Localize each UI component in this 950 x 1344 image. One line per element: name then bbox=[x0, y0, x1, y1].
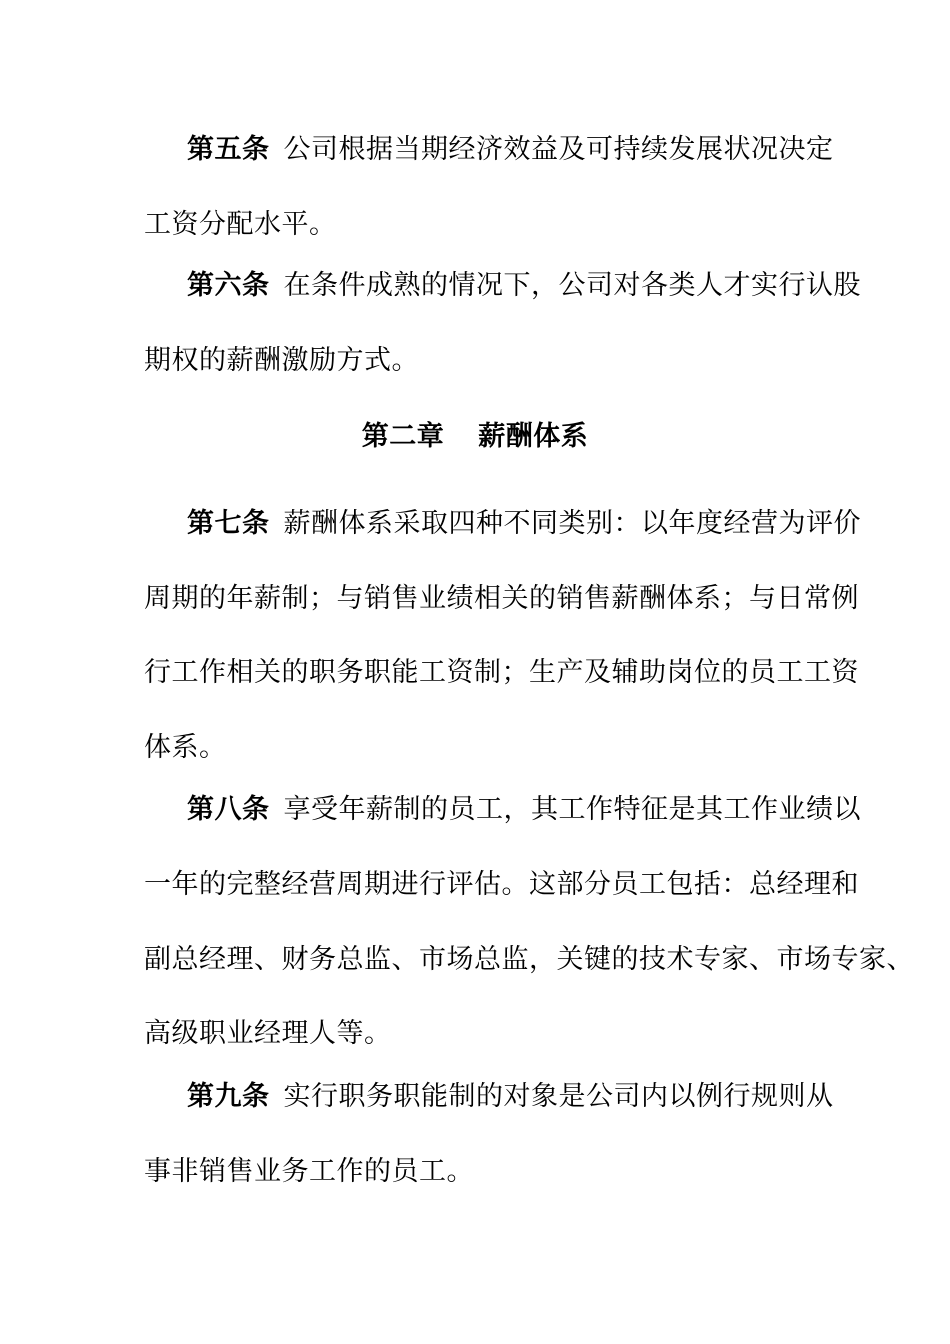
article-9-number: 第九条 bbox=[187, 1081, 270, 1112]
article-6-text-line-1: 在条件成熟的情况下，公司对各类人才实行认股 bbox=[283, 270, 861, 301]
article-8-text-line-2: 一年的完整经营周期进行评估。这部分员工包括：总经理和 bbox=[144, 869, 859, 900]
article-9-first-line bbox=[187, 1079, 857, 1115]
article-5-number: 第五条 bbox=[187, 134, 270, 165]
article-7-number: 第七条 bbox=[187, 508, 270, 539]
article-8-text-line-4: 高级职业经理人等。 bbox=[144, 1018, 392, 1049]
article-7-text-line-4: 体系。 bbox=[144, 732, 227, 763]
article-5-text-line-1: 公司根据当期经济效益及可持续发展状况决定 bbox=[283, 134, 834, 165]
chapter-heading bbox=[0, 419, 950, 455]
chapter-number: 第二章 bbox=[361, 421, 445, 452]
article-5-first-line bbox=[187, 132, 857, 168]
article-9-text-line-1: 实行职务职能制的对象是公司内以例行规则从 bbox=[283, 1081, 834, 1112]
article-6-text-line-2: 期权的薪酬激励方式。 bbox=[144, 345, 419, 376]
article-8-text-line-3: 副总经理、财务总监、市场总监，关键的技术专家、市场专家、 bbox=[144, 944, 914, 975]
article-7-text-line-1: 薪酬体系采取四种不同类别：以年度经营为评价 bbox=[283, 508, 861, 539]
article-7-text-line-3: 行工作相关的职务职能工资制；生产及辅助岗位的员工工资 bbox=[144, 657, 859, 688]
article-6-number: 第六条 bbox=[187, 270, 270, 301]
article-7-first-line bbox=[187, 506, 861, 542]
chapter-title: 薪酬体系 bbox=[478, 421, 589, 452]
article-8-first-line bbox=[187, 792, 861, 828]
article-6-first-line bbox=[187, 268, 861, 304]
article-8-text-line-1: 享受年薪制的员工，其工作特征是其工作业绩以 bbox=[283, 794, 861, 825]
article-5-text-line-2: 工资分配水平。 bbox=[144, 209, 337, 240]
article-9-text-line-2: 事非销售业务工作的员工。 bbox=[144, 1156, 474, 1187]
article-8-number: 第八条 bbox=[187, 794, 270, 825]
article-7-text-line-2: 周期的年薪制；与销售业绩相关的销售薪酬体系；与日常例 bbox=[144, 583, 859, 614]
